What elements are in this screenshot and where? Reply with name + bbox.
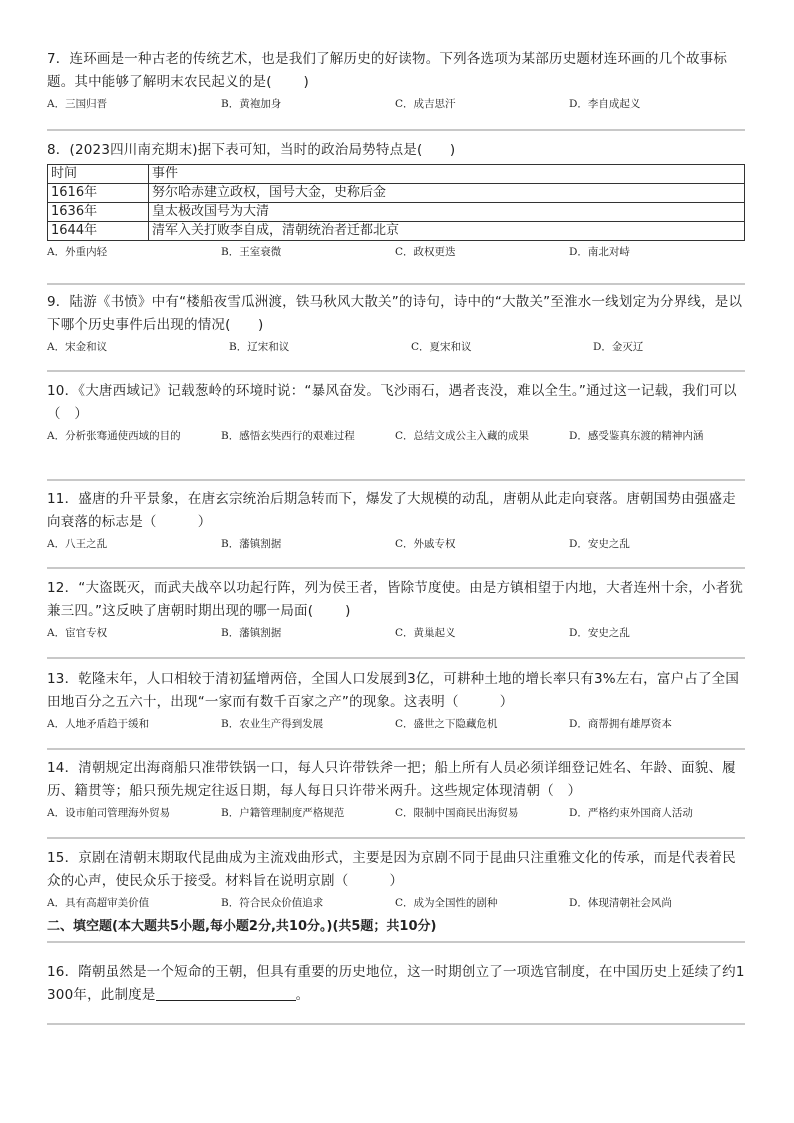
option-d[interactable]: D．李自成起义	[569, 98, 641, 110]
question-13	[47, 668, 745, 734]
option-d[interactable]: D．严格约束外国商人活动	[569, 807, 693, 819]
divider	[47, 941, 745, 943]
option-a[interactable]: A．具有高超审美价值	[47, 897, 150, 909]
question-7	[47, 48, 745, 114]
option-b[interactable]: B．符合民众价值追求	[221, 897, 324, 909]
table-header-row	[48, 165, 745, 184]
question-text-end: 。	[295, 987, 310, 1003]
options	[47, 428, 745, 462]
option-b[interactable]: B．黄袍加身	[221, 98, 282, 110]
option-c[interactable]: C．盛世之下隐藏危机	[395, 718, 498, 730]
option-c[interactable]: C．成吉思汗	[395, 98, 456, 110]
option-d[interactable]: D．金灭辽	[593, 341, 644, 353]
table-cell: 1616年	[48, 184, 149, 203]
divider	[47, 129, 745, 131]
option-a[interactable]: A．宦官专权	[47, 627, 108, 639]
option-a[interactable]: A．外重内轻	[47, 246, 108, 258]
option-c[interactable]: C．成为全国性的剧种	[395, 897, 498, 909]
option-a[interactable]: A．宋金和议	[47, 341, 108, 353]
option-b[interactable]: B．王室衰微	[221, 246, 282, 258]
question-stem: 15．京剧在清朝末期取代昆曲成为主流戏曲形式，主要是因为京剧不同于昆曲只注重雅文化的传承，而是代表着民众的心声，使民众乐于接受。材料旨在说明京剧（ ）	[47, 850, 736, 889]
options	[47, 244, 745, 262]
event-table	[47, 164, 745, 241]
question-stem: 10．《大唐西域记》记载葱岭的环境时说：“暴风奋发。飞沙雨石，遇者丧没，难以全生。”通过这一记载，我们可以（ ）	[47, 383, 737, 422]
table-header: 事件	[149, 165, 745, 184]
table-row	[48, 203, 745, 222]
question-stem: 7．连环画是一种古老的传统艺术，也是我们了解历史的好读物。下列各选项为某部历史题材连环画的几个故事标题。其中能够了解明末农民起义的是( )	[47, 51, 728, 90]
option-a[interactable]: A．设市舶司管理海外贸易	[47, 807, 171, 819]
question-stem: 9．陆游《书愤》中有“楼船夜雪瓜洲渡，铁马秋风大散关”的诗句，诗中的“大散关”至淮水一线划定为分界线，是以下哪个历史事件后出现的情况( )	[47, 294, 743, 333]
option-d[interactable]: D．南北对峙	[569, 246, 630, 258]
question-text: 16．隋朝虽然是一个短命的王朝，但具有重要的历史地位，这一时期创立了一项选官制度，在中国历史上延续了约1 300年，此制度是	[47, 964, 759, 1003]
question-stem: 11．盛唐的升平景象，在唐玄宗统治后期急转而下，爆发了大规模的动乱，唐朝从此走向衰落。唐朝国势由强盛走向衰落的标志是（ ）	[47, 491, 736, 530]
option-a[interactable]: A．人地矛盾趋于缓和	[47, 718, 150, 730]
question-9	[47, 291, 745, 357]
table-cell: 清军入关打败李自成，清朝统治者迁都北京	[149, 222, 745, 241]
options	[47, 895, 745, 913]
option-b[interactable]: B．户籍管理制度严格规范	[221, 807, 345, 819]
option-d[interactable]: D．安史之乱	[569, 538, 630, 550]
table-cell: 努尔哈赤建立政权，国号大金，史称后金	[149, 184, 745, 203]
options	[47, 536, 745, 554]
divider	[47, 479, 745, 481]
option-c[interactable]: C．黄巢起义	[395, 627, 456, 639]
question-stem: 13．乾隆末年，人口相较于清初猛增两倍，全国人口发展到3亿，可耕种土地的增长率只有3%左右，富户占了全国田地百分之五六十，出现“一家而有数千百家之产”的现象。这表明（ ）	[47, 671, 740, 710]
option-c[interactable]: C．夏宋和议	[411, 341, 472, 353]
option-d[interactable]: D．安史之乱	[569, 627, 630, 639]
question-11	[47, 488, 745, 554]
options	[47, 625, 745, 643]
option-a[interactable]: A．三国归晋	[47, 98, 108, 110]
option-a[interactable]: A．八王之乱	[47, 538, 108, 550]
table-cell: 皇太极改国号为大清	[149, 203, 745, 222]
answer-blank[interactable]	[156, 986, 296, 1001]
option-d[interactable]: D．体现清朝社会风尚	[569, 897, 672, 909]
options	[47, 96, 745, 114]
option-b[interactable]: B．辽宋和议	[229, 341, 290, 353]
question-stem: 14．清朝规定出海商船只准带铁锅一口，每人只许带铁斧一把；船上所有人员必须详细登记姓名、年龄、面貌、履历、籍贯等；船只预先规定往返日期，每人每日只许带米两升。这些规定体现清朝（ ）	[47, 760, 736, 799]
question-16	[47, 961, 759, 1007]
options	[47, 716, 745, 734]
option-b[interactable]: B．感悟玄奘西行的艰难过程	[221, 430, 355, 442]
option-d[interactable]: D．感受鉴真东渡的精神内涵	[569, 430, 704, 442]
table-row	[48, 184, 745, 203]
option-c[interactable]: C．外戚专权	[395, 538, 456, 550]
option-c[interactable]: C．限制中国商民出海贸易	[395, 807, 519, 819]
option-b[interactable]: B．藩镇割据	[221, 538, 282, 550]
divider	[47, 567, 745, 569]
table-cell: 1644年	[48, 222, 149, 241]
option-b[interactable]: B．农业生产得到发展	[221, 718, 324, 730]
divider	[47, 748, 745, 750]
options	[47, 339, 745, 357]
option-a[interactable]: A．分析张骞通使西域的目的	[47, 430, 181, 442]
table-cell: 1636年	[48, 203, 149, 222]
option-d[interactable]: D．商帮拥有雄厚资本	[569, 718, 672, 730]
table-header: 时间	[48, 165, 149, 184]
options	[47, 805, 745, 823]
divider	[47, 837, 745, 839]
question-12	[47, 577, 745, 643]
divider	[47, 370, 745, 372]
divider	[47, 283, 745, 285]
question-stem	[47, 961, 759, 1007]
option-c[interactable]: C．政权更迭	[395, 246, 456, 258]
table-row	[48, 222, 745, 241]
question-stem: 8．(2023四川南充期末)据下表可知，当时的政治局势特点是( )	[47, 142, 456, 158]
option-c[interactable]: C．总结文成公主入藏的成果	[395, 430, 530, 442]
question-15	[47, 847, 745, 913]
question-14	[47, 757, 745, 823]
question-8	[47, 139, 745, 262]
divider	[47, 657, 745, 659]
option-b[interactable]: B．藩镇割据	[221, 627, 282, 639]
section-heading: 二、填空题(本大题共5小题,每小题2分,共10分。)(共5题；共10分)	[47, 919, 437, 934]
question-10	[47, 380, 745, 462]
question-stem: 12．“大盗既灭，而武夫战卒以功起行阵，列为侯王者，皆除节度使。由是方镇相望于内地，大者连州十余，小者犹兼三四。”这反映了唐朝时期出现的哪一局面( )	[47, 580, 744, 619]
divider	[47, 1023, 745, 1025]
